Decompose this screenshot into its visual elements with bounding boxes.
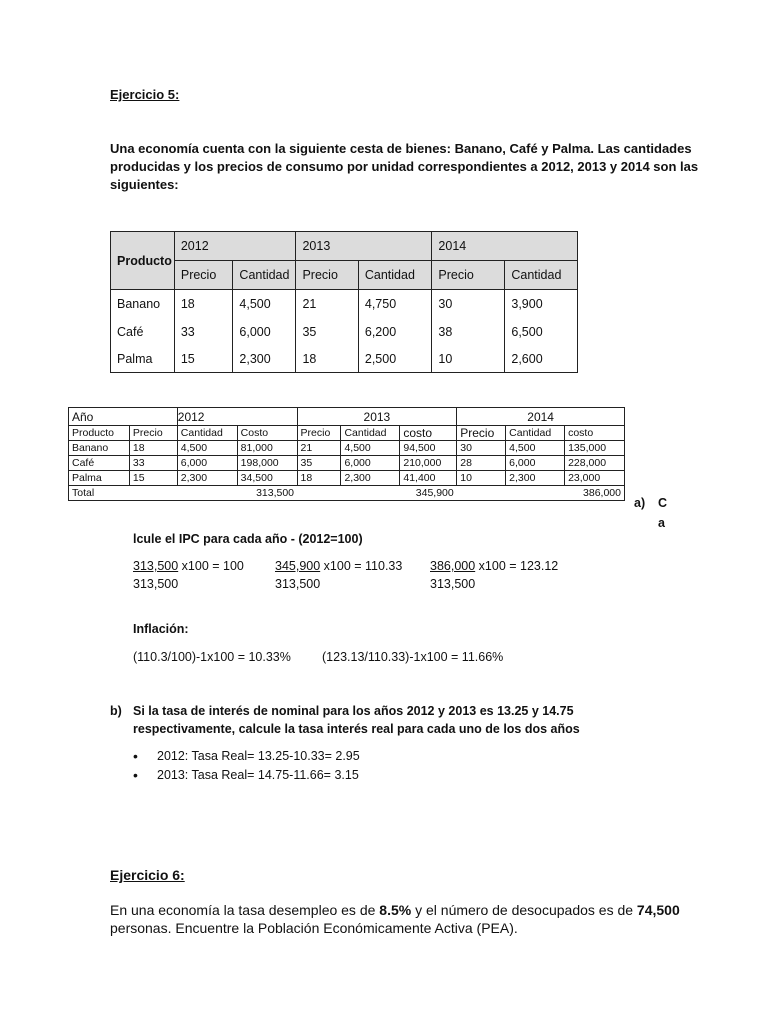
unemployed-count: 74,500	[636, 902, 680, 918]
unemployment-rate: 8.5%	[379, 902, 412, 918]
ipc-rest: x100 = 110.33	[320, 559, 403, 573]
part-a-marker: a)	[634, 496, 646, 510]
column-header: costo	[400, 426, 457, 441]
table-cell: 6,000	[341, 456, 400, 471]
table-cell: Banano	[69, 441, 130, 456]
table-cell: Palma	[69, 471, 130, 486]
table-row	[69, 456, 625, 471]
table-cell: 6,000	[233, 318, 296, 345]
table-cell: 33	[129, 456, 177, 471]
product-name: Palma	[111, 345, 175, 373]
quantity-header: Cantidad	[358, 261, 432, 290]
intro-line: Una economía cuenta con la siguiente cesta de bienes: Banano, Café y Palma. Las cantidades	[110, 141, 692, 156]
table-cell: 18	[129, 441, 177, 456]
exercise-6-title: Ejercicio 6:	[110, 867, 185, 883]
part-b-marker: b)	[110, 704, 122, 718]
table-row	[111, 290, 578, 319]
table-cell: 18	[297, 471, 341, 486]
table-cell: 21	[296, 290, 358, 319]
year-row-label	[69, 408, 178, 426]
part-a-text: lcule el IPC para cada año - (2012=100)	[133, 532, 363, 546]
inflation-calc: (123.13/110.33)-1x100 = 11.66%	[322, 650, 504, 664]
table-cell: 21	[297, 441, 341, 456]
table-cell: 2,600	[505, 345, 578, 373]
table-cell: 18	[174, 290, 233, 319]
intro-line: producidas y los precios de consumo por unidad correspondientes a 2012, 2013 y 2014 son las	[110, 159, 699, 174]
ipc-calc	[133, 557, 244, 593]
inflation-calc: (110.3/100)-1x100 = 10.33%	[133, 650, 291, 664]
year-header	[457, 408, 625, 426]
table-cell: 210,000	[400, 456, 457, 471]
part-a-fragment: a	[658, 516, 665, 530]
quantity-header: Cantidad	[505, 261, 578, 290]
exercise-5-title: Ejercicio 5:	[110, 87, 180, 102]
total-row	[69, 486, 625, 501]
table-cell: 81,000	[237, 441, 297, 456]
ipc-rest: x100 = 123.12	[475, 559, 559, 573]
part-b-line: Si la tasa de interés de nominal para los años 2012 y 2013 es 13.25 y 14.75	[133, 704, 574, 718]
part-b-line: respectivamente, calcule la tasa interés real para cada uno de los dos años	[133, 722, 580, 736]
part-a-fragment: C	[658, 496, 668, 510]
year-label: 2014	[527, 409, 554, 424]
total-value: 345,900	[297, 486, 457, 501]
table-cell: 35	[296, 318, 358, 345]
table-cell: 4,500	[177, 441, 237, 456]
table-cell: 198,000	[237, 456, 297, 471]
year-header	[177, 408, 297, 426]
product-header: Producto	[111, 232, 175, 290]
column-header: Costo	[237, 426, 297, 441]
table-cell: 94,500	[400, 441, 457, 456]
table-cell: 30	[457, 441, 506, 456]
product-name: Café	[111, 318, 175, 345]
table-cell: 15	[174, 345, 233, 373]
ipc-denominator: 313,500	[275, 577, 321, 591]
prices-quantities-table	[110, 231, 578, 373]
ipc-numerator: 313,500	[133, 559, 179, 573]
table-cell: 15	[129, 471, 177, 486]
price-header: Precio	[432, 261, 505, 290]
table-cell: 35	[297, 456, 341, 471]
table-cell: 6,000	[506, 456, 565, 471]
total-value: 313,500	[129, 486, 297, 501]
table-cell: 2,500	[358, 345, 432, 373]
table-cell: 3,900	[505, 290, 578, 319]
column-header: Cantidad	[341, 426, 400, 441]
intro-line: siguientes:	[110, 177, 179, 192]
exercise-6-text	[110, 901, 710, 937]
table-cell: 10	[457, 471, 506, 486]
year-label: 2013	[363, 409, 391, 424]
ipc-denominator: 313,500	[133, 577, 179, 591]
column-header: Cantidad	[506, 426, 565, 441]
table-cell: 4,500	[341, 441, 400, 456]
table-cell: 10	[432, 345, 505, 373]
table-cell: 38	[432, 318, 505, 345]
table-cell: 4,500	[233, 290, 296, 319]
header-row	[69, 426, 625, 441]
cost-table	[68, 407, 625, 501]
table-cell: 4,750	[358, 290, 432, 319]
quantity-header: Cantidad	[233, 261, 296, 290]
year-header	[297, 408, 457, 426]
table-cell: 34,500	[237, 471, 297, 486]
column-header: Precio	[457, 426, 506, 441]
list-item: • 2012: Tasa Real= 13.25-10.33= 2.95	[133, 747, 360, 765]
total-label: Total	[69, 486, 130, 501]
year-header: 2013	[296, 232, 432, 261]
table-cell: 2,300	[177, 471, 237, 486]
ipc-calc	[275, 557, 402, 593]
table-cell: 18	[296, 345, 358, 373]
table-cell: 2,300	[233, 345, 296, 373]
column-header: costo	[565, 426, 625, 441]
total-value: 386,000	[457, 486, 625, 501]
part-b-text	[133, 702, 733, 738]
text-run: En una economía la tasa desempleo es de	[110, 902, 380, 918]
table-row	[111, 318, 578, 345]
table-cell: 41,400	[400, 471, 457, 486]
inflation-label: Inflación:	[133, 622, 189, 636]
ipc-rest: x100 = 100	[178, 559, 244, 573]
real-rate-list	[133, 747, 360, 784]
exercise-5-intro	[110, 140, 710, 194]
table-cell: 228,000	[565, 456, 625, 471]
table-cell: 6,000	[177, 456, 237, 471]
column-header: Precio	[297, 426, 341, 441]
table-row	[69, 471, 625, 486]
ano-label: Año	[72, 409, 94, 424]
text-line: personas. Encuentre la Población Económicamente Activa (PEA).	[110, 920, 518, 936]
year-label: 2012	[177, 409, 205, 424]
table-row	[111, 345, 578, 373]
table-cell: 2,300	[341, 471, 400, 486]
table-cell: 4,500	[506, 441, 565, 456]
table-cell: 6,200	[358, 318, 432, 345]
price-header: Precio	[174, 261, 233, 290]
column-header: Producto	[69, 426, 130, 441]
text-run: y el número de desocupados es de	[411, 902, 637, 918]
table-cell: 6,500	[505, 318, 578, 345]
ipc-numerator: 345,900	[275, 559, 321, 573]
price-header: Precio	[296, 261, 358, 290]
column-header: Precio	[129, 426, 177, 441]
ipc-calc	[430, 557, 558, 593]
ipc-denominator: 313,500	[430, 577, 476, 591]
ipc-numerator: 386,000	[430, 559, 476, 573]
product-name: Banano	[111, 290, 175, 319]
table-row	[69, 441, 625, 456]
table-cell: 2,300	[506, 471, 565, 486]
table-cell: 33	[174, 318, 233, 345]
year-header: 2014	[432, 232, 578, 261]
table-cell: 30	[432, 290, 505, 319]
column-header: Cantidad	[177, 426, 237, 441]
table-cell: 28	[457, 456, 506, 471]
table-cell: 135,000	[565, 441, 625, 456]
table-cell: 23,000	[565, 471, 625, 486]
table-cell: Café	[69, 456, 130, 471]
list-item: • 2013: Tasa Real= 14.75-11.66= 3.15	[133, 766, 360, 784]
year-header: 2012	[174, 232, 296, 261]
